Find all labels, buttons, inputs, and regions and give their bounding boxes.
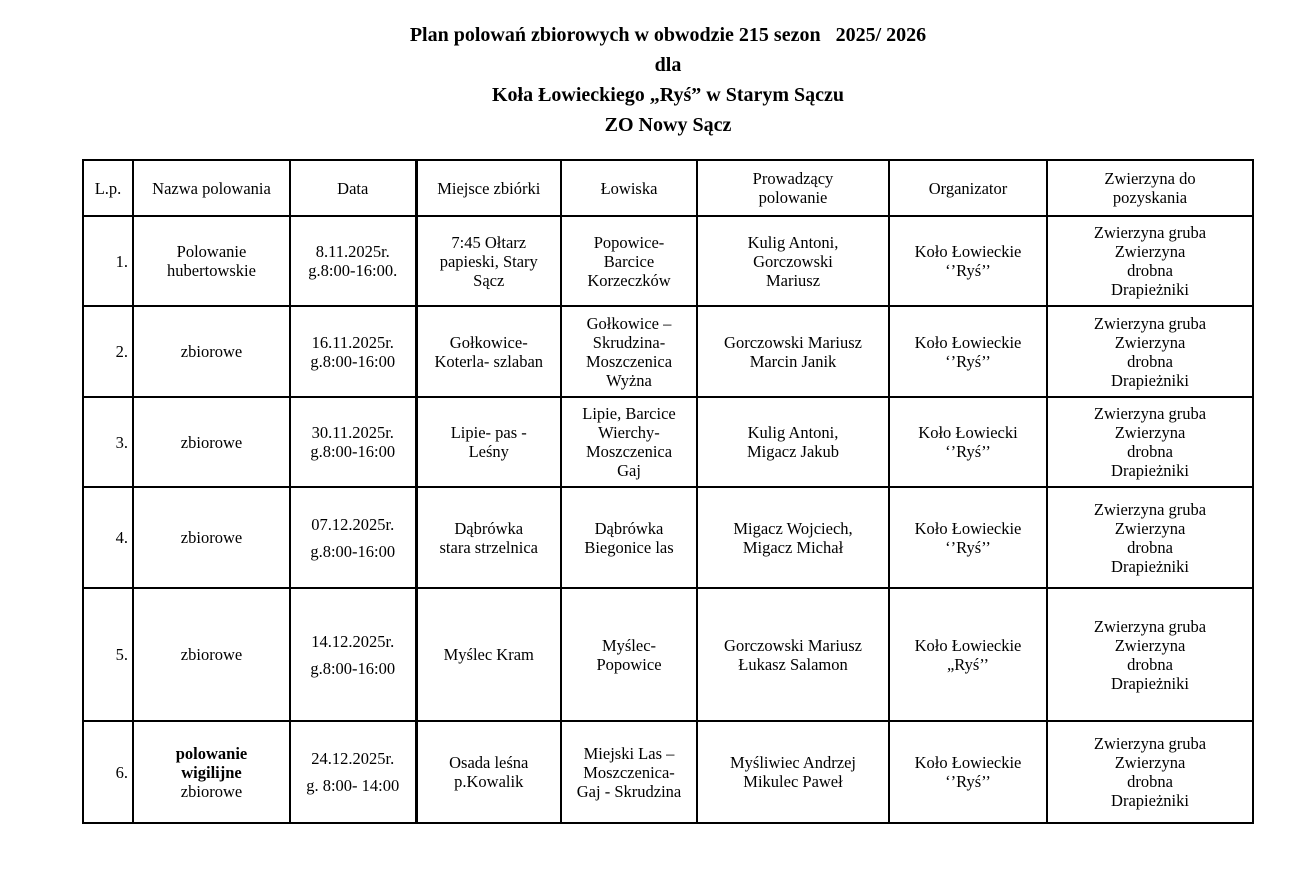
- cell-zwierzyna: [1047, 721, 1253, 823]
- cell-lowiska-line: Korzeczków: [587, 270, 671, 290]
- cell-zwierzyna-line: Zwierzyna gruba: [1093, 223, 1207, 242]
- cell-lowiska-line: Lipie, Barcice: [582, 404, 676, 423]
- cell-prowadzacy-line: Migacz Wojciech,: [733, 518, 853, 538]
- cell-data-line: 8.11.2025r.: [315, 242, 390, 261]
- title-line-4: ZO Nowy Sącz: [604, 114, 732, 136]
- cell-miejsce-line: Sącz: [473, 270, 505, 290]
- cell-lowiska-line: Wyżna: [606, 370, 652, 390]
- cell-data: [290, 588, 416, 721]
- cell-zwierzyna-line: Drapieżniki: [1111, 673, 1189, 693]
- cell-prowadzacy-line: Myśliwiec Andrzej: [729, 753, 856, 772]
- cell-data-line: g.8:00-16:00: [310, 658, 396, 678]
- cell-lp: [83, 721, 133, 823]
- cell-prowadzacy: [697, 397, 889, 487]
- cell-lowiska-line: Myślec-: [601, 635, 657, 655]
- cell-lowiska-line: Popowice-: [593, 232, 665, 252]
- cell-zwierzyna: [1047, 306, 1253, 397]
- cell-prowadzacy-line: Gorczowski Mariusz: [724, 332, 862, 352]
- cell-miejsce-line: stara strzelnica: [439, 537, 538, 557]
- cell-organizator-line: Koło Łowieckie: [914, 242, 1022, 261]
- cell-organizator: [889, 588, 1047, 721]
- header-nazwa: Nazwa polowania: [133, 160, 290, 216]
- cell-miejsce-line: Leśny: [468, 442, 509, 461]
- cell-data: [290, 487, 416, 588]
- cell-lp: [83, 306, 133, 397]
- cell-zwierzyna-line: Drapieżniki: [1111, 556, 1189, 576]
- cell-prowadzacy: [697, 487, 889, 588]
- cell-organizator: [889, 721, 1047, 823]
- line-gap: [294, 651, 412, 659]
- table-row: [83, 588, 1253, 721]
- cell-miejsce-line: 7:45 Ołtarz: [451, 232, 527, 252]
- cell-data-line: 30.11.2025r.: [311, 423, 394, 442]
- cell-lowiska-line: Gołkowice –: [586, 313, 672, 333]
- cell-data: [290, 216, 416, 306]
- cell-lp: [83, 487, 133, 588]
- title-line-2: dla: [654, 54, 682, 76]
- cell-lowiska-line: Moszczenica: [585, 442, 673, 461]
- cell-miejsce: [416, 306, 561, 397]
- cell-miejsce-line: Koterla- szlaban: [434, 351, 544, 371]
- cell-data-line: g.8:00-16:00.: [308, 261, 398, 280]
- cell-zwierzyna-line: Drapieżniki: [1111, 370, 1189, 390]
- cell-zwierzyna-line: Drapieżniki: [1111, 791, 1189, 810]
- cell-organizator: [889, 397, 1047, 487]
- cell-miejsce: [416, 216, 561, 306]
- line-gap: [294, 534, 412, 542]
- header-organizator: Organizator: [889, 160, 1047, 216]
- cell-data-line: 07.12.2025r.: [311, 514, 395, 534]
- cell-organizator-line: Koło Łowieckie: [914, 332, 1022, 352]
- cell-data-line: g.8:00-16:00: [310, 541, 396, 561]
- cell-lowiska: [561, 216, 697, 306]
- table-row: [83, 397, 1253, 487]
- cell-nazwa-line: wigilijne: [181, 762, 242, 782]
- cell-lp: [83, 397, 133, 487]
- cell-miejsce: [416, 487, 561, 588]
- cell-miejsce-line: Lipie- pas -: [450, 423, 527, 442]
- header-lowiska: Łowiska: [561, 160, 697, 216]
- cell-prowadzacy-line: Migacz Michał: [742, 537, 844, 557]
- cell-data-line: 16.11.2025r.: [311, 332, 394, 352]
- cell-miejsce-line: papieski, Stary: [439, 251, 538, 271]
- cell-zwierzyna-line: drobna: [1127, 537, 1173, 557]
- cell-nazwa-line: zbiorowe: [180, 432, 243, 452]
- cell-organizator-line: Koło Łowieckie: [914, 635, 1022, 655]
- cell-organizator-line: Koło Łowieckie: [914, 753, 1022, 772]
- document-title: [0, 20, 1316, 140]
- cell-lp-line: 4.: [115, 528, 128, 547]
- cell-lowiska: [561, 306, 697, 397]
- cell-nazwa-line: polowanie: [175, 743, 248, 763]
- cell-zwierzyna-line: drobna: [1127, 442, 1173, 461]
- cell-prowadzacy-line: Łukasz Salamon: [738, 654, 848, 674]
- cell-zwierzyna-line: Zwierzyna gruba: [1093, 313, 1207, 333]
- cell-zwierzyna-line: Zwierzyna: [1114, 753, 1186, 772]
- cell-lp-line: 5.: [115, 645, 128, 664]
- cell-zwierzyna: [1047, 588, 1253, 721]
- header-prowadzacy: [697, 160, 889, 216]
- cell-organizator: [889, 306, 1047, 397]
- cell-organizator: [889, 216, 1047, 306]
- table-row: [83, 306, 1253, 397]
- cell-lowiska-line: Moszczenica: [585, 351, 673, 371]
- cell-lp: [83, 216, 133, 306]
- cell-nazwa-line: zbiorowe: [180, 528, 243, 547]
- cell-lowiska-line: Dąbrówka: [594, 518, 664, 538]
- cell-data: [290, 397, 416, 487]
- cell-lowiska-line: Biegonice las: [584, 537, 674, 557]
- cell-zwierzyna-line: Zwierzyna gruba: [1093, 499, 1207, 519]
- cell-zwierzyna-line: Zwierzyna: [1114, 242, 1186, 261]
- cell-prowadzacy-line: Migacz Jakub: [746, 442, 840, 461]
- header-zwierzyna: [1047, 160, 1253, 216]
- cell-lowiska-line: Skrudzina-: [592, 332, 666, 352]
- cell-zwierzyna-line: Drapieżniki: [1111, 461, 1189, 480]
- cell-zwierzyna-line: Zwierzyna gruba: [1093, 734, 1207, 753]
- cell-organizator-line: ‘’Ryś’’: [945, 261, 991, 280]
- cell-lp-line: 6.: [115, 762, 128, 782]
- cell-nazwa: [133, 487, 290, 588]
- table-row: [83, 721, 1253, 823]
- cell-zwierzyna-line: drobna: [1127, 772, 1173, 791]
- cell-zwierzyna-line: Zwierzyna: [1114, 518, 1186, 538]
- cell-zwierzyna-line: Zwierzyna: [1114, 423, 1186, 442]
- cell-lowiska-line: Wierchy-: [598, 423, 660, 442]
- cell-zwierzyna-line: Zwierzyna gruba: [1093, 616, 1207, 636]
- cell-miejsce: [416, 588, 561, 721]
- header-zwierzyna-line1: Zwierzyna do: [1104, 169, 1196, 188]
- cell-data: [290, 306, 416, 397]
- cell-data-line: g.8:00-16:00: [310, 442, 396, 461]
- cell-nazwa: [133, 306, 290, 397]
- cell-zwierzyna-line: drobna: [1127, 351, 1173, 371]
- cell-lowiska: [561, 397, 697, 487]
- cell-miejsce: [416, 721, 561, 823]
- hunting-plan-table: [82, 159, 1254, 824]
- cell-organizator-line: Koło Łowieckie: [914, 518, 1022, 538]
- cell-lp: [83, 588, 133, 721]
- cell-nazwa: [133, 397, 290, 487]
- cell-zwierzyna: [1047, 487, 1253, 588]
- cell-prowadzacy: [697, 588, 889, 721]
- cell-organizator-line: ‘’Ryś’’: [945, 442, 991, 461]
- cell-zwierzyna-line: Zwierzyna: [1114, 332, 1186, 352]
- cell-nazwa: [133, 588, 290, 721]
- header-zwierzyna-line2: pozyskania: [1112, 188, 1188, 207]
- cell-lp-line: 1.: [115, 251, 128, 271]
- header-prowadzacy-line2: polowanie: [758, 188, 828, 207]
- cell-prowadzacy: [697, 306, 889, 397]
- cell-miejsce-line: Myślec Kram: [443, 645, 534, 664]
- cell-nazwa-line: zbiorowe: [180, 342, 243, 361]
- table-row: [83, 487, 1253, 588]
- cell-nazwa: [133, 216, 290, 306]
- cell-miejsce-line: p.Kowalik: [454, 772, 524, 791]
- header-lp: L.p.: [83, 160, 133, 216]
- cell-organizator: [889, 487, 1047, 588]
- cell-prowadzacy-line: Marcin Janik: [749, 351, 837, 371]
- cell-data-line: g. 8:00- 14:00: [306, 776, 400, 795]
- cell-zwierzyna: [1047, 216, 1253, 306]
- cell-data-line: 24.12.2025r.: [311, 749, 395, 768]
- cell-lowiska: [561, 487, 697, 588]
- cell-prowadzacy-line: Mariusz: [765, 270, 821, 290]
- cell-prowadzacy-line: Gorczowski Mariusz: [724, 635, 862, 655]
- cell-organizator-line: „Ryś’’: [946, 654, 990, 674]
- cell-lowiska-line: Moszczenica-: [583, 762, 675, 782]
- cell-organizator-line: Koło Łowiecki: [918, 423, 1018, 442]
- cell-zwierzyna-line: Drapieżniki: [1111, 280, 1189, 299]
- cell-zwierzyna-line: Zwierzyna gruba: [1093, 404, 1207, 423]
- cell-miejsce-line: Gołkowice-: [449, 332, 528, 352]
- cell-lowiska-line: Barcice: [603, 251, 655, 271]
- cell-prowadzacy-line: Kulig Antoni,: [747, 232, 839, 252]
- cell-nazwa-line: hubertowskie: [167, 261, 256, 280]
- header-row: [83, 160, 1253, 216]
- cell-nazwa: [133, 721, 290, 823]
- cell-data: [290, 721, 416, 823]
- cell-prowadzacy: [697, 216, 889, 306]
- cell-lowiska-line: Gaj - Skrudzina: [576, 781, 682, 801]
- cell-data-line: g.8:00-16:00: [310, 351, 396, 371]
- cell-nazwa-line: zbiorowe: [180, 781, 243, 801]
- header-data: Data: [290, 160, 416, 216]
- cell-lowiska: [561, 721, 697, 823]
- cell-nazwa-line: Polowanie: [176, 242, 247, 261]
- cell-lp-line: 2.: [115, 342, 128, 361]
- cell-data-line: 14.12.2025r.: [311, 631, 395, 651]
- table-row: [83, 216, 1253, 306]
- cell-organizator-line: ‘’Ryś’’: [945, 772, 991, 791]
- cell-lp-line: 3.: [115, 432, 128, 452]
- cell-miejsce-line: Dąbrówka: [454, 518, 524, 538]
- line-gap: [294, 768, 412, 776]
- cell-miejsce: [416, 397, 561, 487]
- title-line-1: Plan polowań zbiorowych w obwodzie 215 sezon 2025/ 2026: [409, 24, 927, 46]
- cell-lowiska-line: Popowice: [596, 654, 662, 674]
- table-body: [83, 216, 1253, 823]
- header-prowadzacy-line1: Prowadzący: [752, 169, 834, 188]
- cell-prowadzacy-line: Gorczowski: [753, 251, 833, 271]
- cell-prowadzacy-line: Kulig Antoni,: [747, 423, 839, 442]
- cell-lowiska: [561, 588, 697, 721]
- cell-organizator-line: ‘’Ryś’’: [945, 537, 991, 557]
- cell-zwierzyna-line: drobna: [1127, 261, 1173, 280]
- cell-prowadzacy: [697, 721, 889, 823]
- cell-zwierzyna-line: drobna: [1127, 654, 1173, 674]
- cell-organizator-line: ‘’Ryś’’: [945, 351, 991, 371]
- cell-lowiska-line: Miejski Las –: [583, 743, 675, 763]
- cell-prowadzacy-line: Mikulec Paweł: [743, 772, 843, 791]
- cell-lowiska-line: Gaj: [617, 461, 641, 480]
- cell-miejsce-line: Osada leśna: [449, 753, 529, 772]
- header-miejsce: Miejsce zbiórki: [416, 160, 561, 216]
- cell-nazwa-line: zbiorowe: [180, 645, 243, 664]
- cell-zwierzyna-line: Zwierzyna: [1114, 635, 1186, 655]
- cell-zwierzyna: [1047, 397, 1253, 487]
- title-line-3: Koła Łowieckiego „Ryś” w Starym Sączu: [491, 84, 845, 106]
